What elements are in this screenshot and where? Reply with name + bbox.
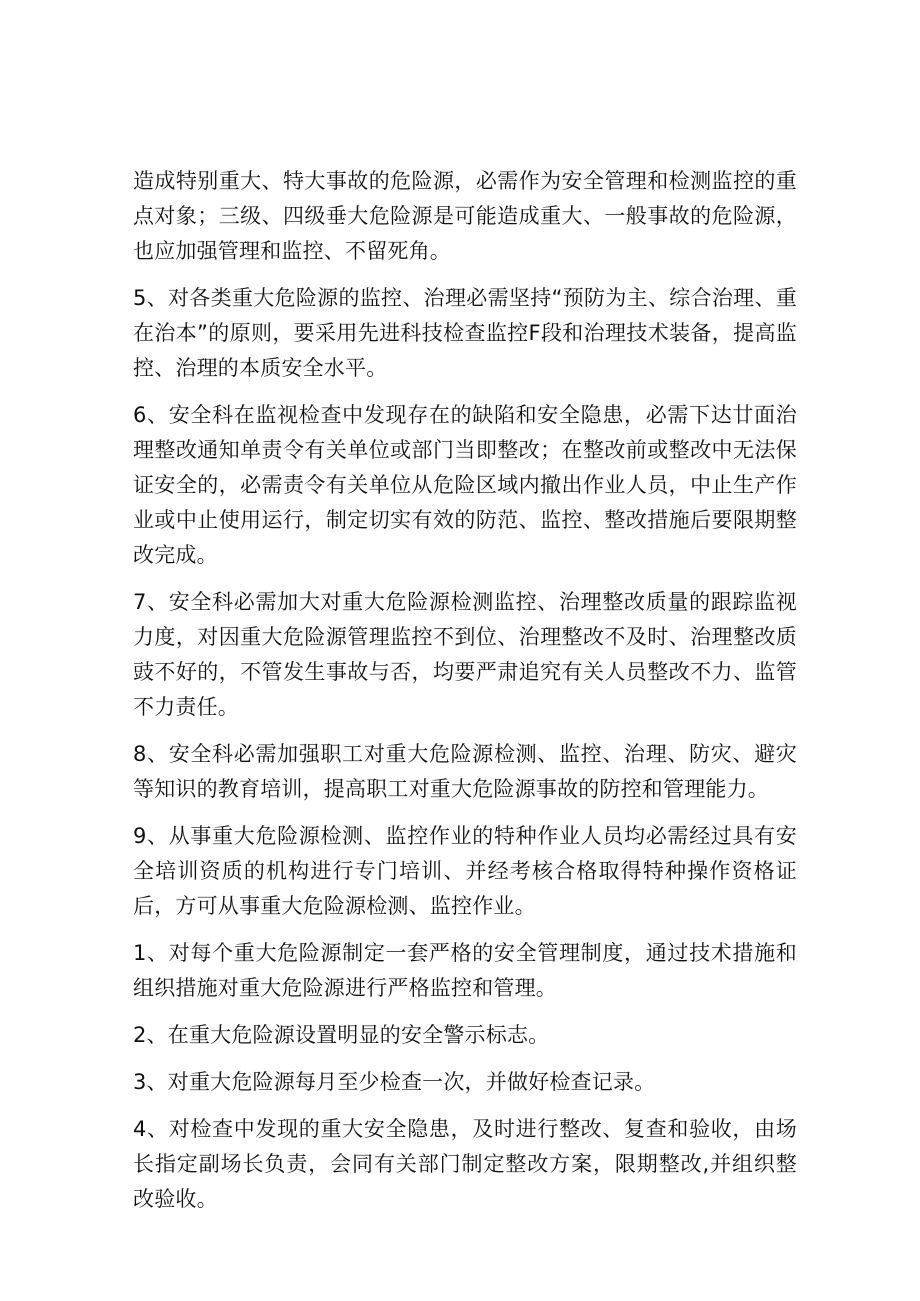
paragraph-item-9: 9、从事重大危险源检测、监控作业的特种作业人员均必需经过具有安全培训资质的机构进行专门培训、并经考核合格取得特种操作资格证后，方可从事重大危险源检测、监控作业。	[133, 824, 797, 918]
paragraph-item-7: 7、安全科必需加大对重大危险源检测监控、治理整改质量的跟踪监视力度，对因重大危险源管理监控不到位、治理整改不及时、治理整改质豉不好的，不管发生事故与否，均要严肃追究有关人员整改不力、监管不力责任。	[133, 590, 797, 719]
paragraph-item-5: 5、对各类重大危险源的监控、治理必需坚持“预防为主、综合治理、重在治本”的原则，要采用先进科技检查监控F段和治理技术装备，提高监控、治理的本质安全水平。	[133, 286, 797, 380]
paragraph-continuation: 造成特别重大、特大事故的危险源，必需作为安全管理和检测监控的重点对象；三级、四级垂大危险源是可能造成重大、一般事故的危险源，也应加强管理和监控、不留死角。	[133, 169, 797, 263]
paragraph-measure-2: 2、在重大危险源设置明显的安全警示标志。	[133, 1023, 550, 1047]
paragraph-measure-3: 3、对重大危险源每月至少检查一次，并做好检查记录。	[133, 1070, 656, 1094]
paragraph-measure-1: 1、对每个重大危险源制定一套严格的安全管理制度，通过技术措施和组织措施对重大危险源进行严格监控和管理。	[133, 941, 797, 1000]
paragraph-measure-4: 4、对检查中发现的重大安全隐患，及时进行整改、复查和验收，由场长指定副场长负责，会同有关部门制定整改方案，限期整改,并组织整改验收。	[133, 1117, 797, 1211]
document-body	[133, 164, 797, 1229]
paragraph-item-8: 8、安全科必需加强职工对重大危险源检测、监控、治理、防灾、避灾等知识的教育培训，提高职工对重大危险源事故的防控和管理能力。	[133, 742, 797, 801]
paragraph-item-6: 6、安全科在监视检查中发现存在的缺陷和安全隐患，必需下达廿面治理整改通知单责令有关单位或部门当即整改；在整改前或整改中无法保证安全的，必需责令有关单位从危险区域内撤出作业人员，中止生产作业或中止使用运行，制定切实有效的防范、监控、整改措施后要限期整改完成。	[133, 403, 797, 567]
